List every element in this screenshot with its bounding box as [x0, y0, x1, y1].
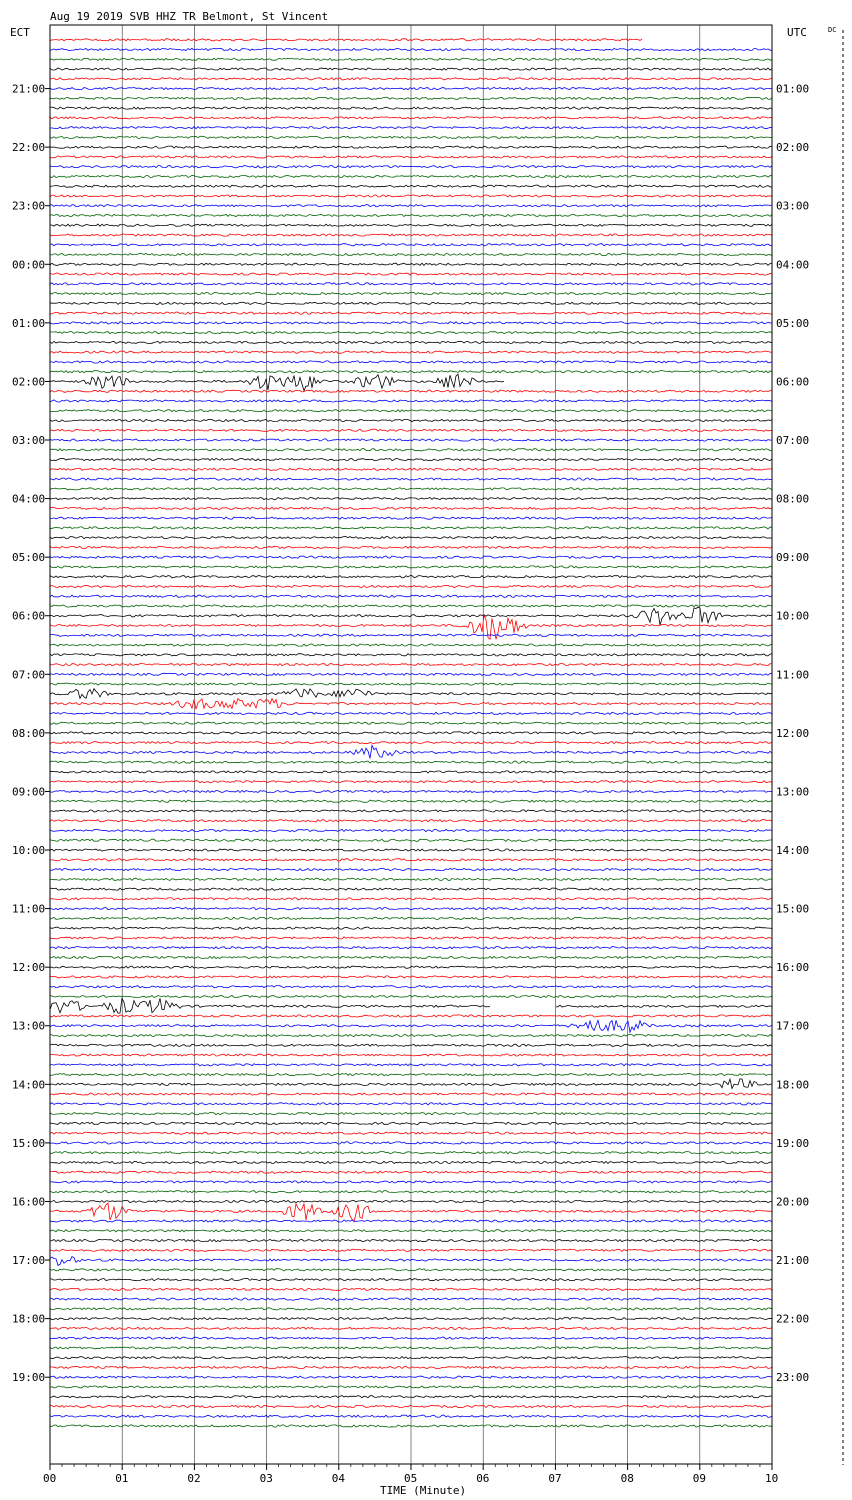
right-hour-label: 06:00 [776, 375, 810, 389]
dc-label: DC [828, 26, 837, 34]
left-hour-label: 11:00 [12, 902, 46, 916]
left-hour-label: 03:00 [12, 434, 46, 448]
right-hour-label: 02:00 [776, 141, 810, 155]
left-axis-label: ECT [10, 26, 30, 39]
left-hour-label: 09:00 [12, 785, 46, 799]
right-hour-label: 07:00 [776, 434, 810, 448]
x-tick-label: 02 [187, 1472, 201, 1485]
right-hour-label: 13:00 [776, 785, 810, 799]
right-hour-label: 01:00 [776, 82, 810, 96]
right-hour-label: 03:00 [776, 199, 810, 213]
x-tick-label: 05 [404, 1472, 418, 1485]
left-hour-label: 06:00 [12, 609, 46, 623]
right-hour-label: 19:00 [776, 1136, 810, 1150]
right-hour-label: 10:00 [776, 609, 810, 623]
left-hour-label: 00:00 [12, 258, 46, 272]
x-tick-label: 08 [620, 1472, 634, 1485]
left-hour-label: 12:00 [12, 961, 46, 975]
x-tick-label: 01 [115, 1472, 129, 1485]
right-hour-label: 14:00 [776, 844, 810, 858]
left-hour-label: 19:00 [12, 1371, 46, 1385]
right-hour-label: 16:00 [776, 961, 810, 975]
chart-title: Aug 19 2019 SVB HHZ TR Belmont, St Vincent [50, 10, 329, 23]
left-hour-label: 07:00 [12, 668, 46, 682]
left-hour-label: 21:00 [12, 82, 46, 96]
right-hour-label: 05:00 [776, 316, 810, 330]
left-hour-label: 10:00 [12, 844, 46, 858]
left-hour-label: 23:00 [12, 199, 46, 213]
right-hour-label: 11:00 [776, 668, 810, 682]
x-tick-label: 09 [692, 1472, 707, 1485]
left-hour-label: 05:00 [12, 551, 46, 565]
x-tick-label: 00 [43, 1472, 57, 1485]
left-hour-label: 01:00 [12, 316, 46, 330]
left-hour-label: 02:00 [12, 375, 46, 389]
right-hour-label: 12:00 [776, 726, 810, 740]
x-tick-label: 03 [259, 1472, 273, 1485]
x-axis-label: TIME (Minute) [380, 1484, 467, 1497]
right-hour-label: 04:00 [776, 258, 810, 272]
right-hour-label: 23:00 [776, 1371, 810, 1385]
right-hour-label: 08:00 [776, 492, 810, 506]
left-hour-label: 04:00 [12, 492, 46, 506]
left-hour-label: 22:00 [12, 141, 46, 155]
left-hour-label: 18:00 [12, 1312, 46, 1326]
left-hour-label: 15:00 [12, 1136, 46, 1150]
right-hour-label: 21:00 [776, 1254, 810, 1268]
right-hour-label: 22:00 [776, 1312, 810, 1326]
x-tick-label: 07 [548, 1472, 562, 1485]
left-hour-label: 16:00 [12, 1195, 46, 1209]
x-tick-label: 04 [331, 1472, 346, 1485]
left-hour-label: 17:00 [12, 1254, 46, 1268]
right-hour-label: 15:00 [776, 902, 810, 916]
right-hour-label: 17:00 [776, 1019, 810, 1033]
right-hour-label: 09:00 [776, 551, 810, 565]
left-hour-label: 08:00 [12, 726, 46, 740]
left-hour-label: 13:00 [12, 1019, 46, 1033]
left-hour-label: 14:00 [12, 1078, 46, 1092]
right-axis-label: UTC [787, 26, 807, 39]
right-hour-label: 20:00 [776, 1195, 810, 1209]
x-tick-label: 06 [476, 1472, 490, 1485]
x-tick-label: 10 [765, 1472, 779, 1485]
right-hour-label: 18:00 [776, 1078, 810, 1092]
